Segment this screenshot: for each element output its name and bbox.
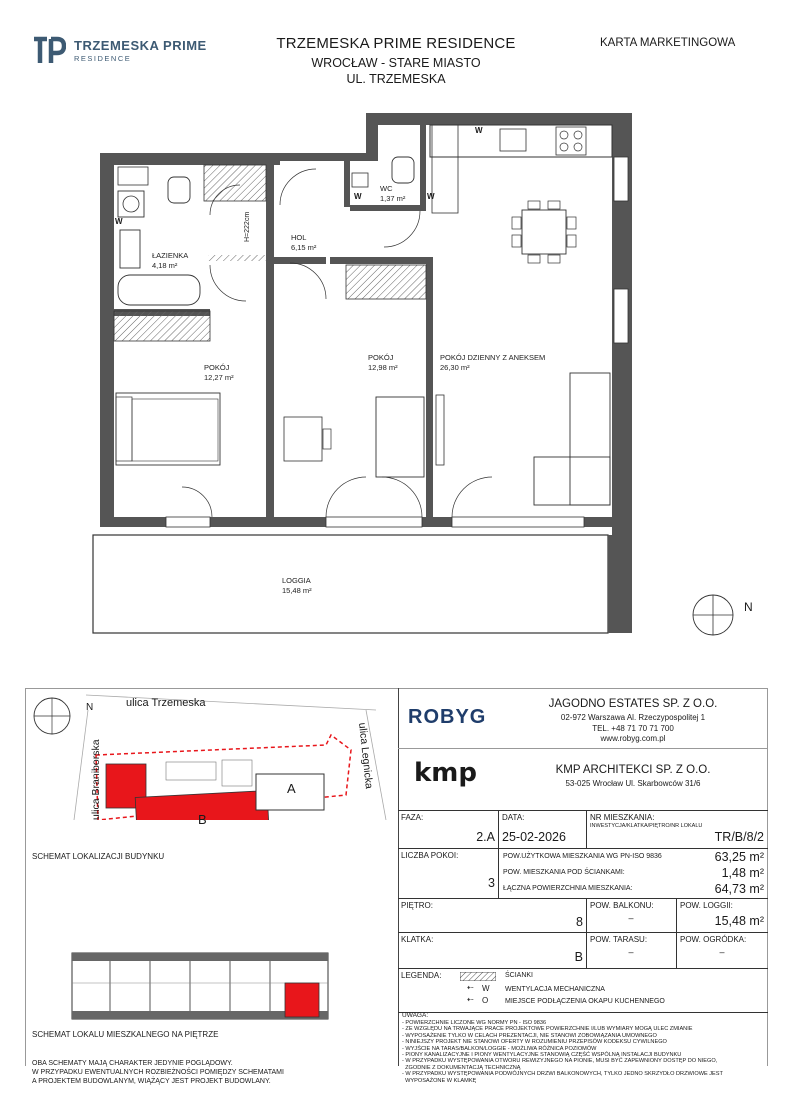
room-area-dzienny: 26,30 m² [440,363,470,372]
developer-web: www.robyg.com.pl [600,734,666,743]
ogrodek-value: – [719,947,725,957]
note-line: - W PRZYPADKU WYSTĘPOWANIA OTWORU REWIZYJNEGO NA PIONIE, MUSI BYĆ ZAPEWNIONY DOSTĘP DO NIEGO, [402,1058,718,1065]
developer-tel: TEL. +48 71 70 71 700 [592,724,674,733]
data-value: 25-02-2026 [502,830,566,844]
wall-wc-bottom [350,205,420,211]
card-label: KARTA MARKETINGOWA [600,37,736,49]
note-line: - WYPOSAŻENIE TYLKO W CELACH PREZENTACJI, NIE STANOWI ZOBOWIĄZANIA UMOWNEGO [402,1032,657,1039]
note-line: - WYJŚCIE NA TARAS/BALKON/LOGGIE - MOŻLIWA RÓŻNICA POZIOMÓW [402,1045,597,1052]
room-area-wc: 1,37 m² [380,194,406,203]
architect-name: KMP ARCHITEKCI SP. Z O.O. [555,764,711,776]
height-note: H=222cm [244,211,251,242]
vent-mark-3: W [427,192,435,201]
pow-uzytkowa-value: 63,25 m² [714,850,764,864]
developer-address: 02-972 Warszawa Al. Rzeczypospolitej 1 [560,713,706,722]
legend-label: LEGENDA: [401,971,442,980]
pow-uzytkowa-label: POW.UŻYTKOWA MIESZKANIA WG PN-ISO 9836 [503,853,662,860]
architect-address: 53-025 Wrocław Ul. Skarbowców 31/6 [565,779,701,788]
street-top: ulica Trzemeska [126,697,206,709]
pow-sciankami-value: 1,48 m² [721,866,764,880]
building-b-label: B [198,812,207,827]
loggia-floor [93,535,608,633]
loggia-value: 15,48 m² [714,914,764,928]
site-caption: SCHEMAT LOKALIZACJI BUDYNKU [32,852,165,861]
room-name-hol: HOL [291,233,307,242]
notes-title: UWAGA: [402,1012,429,1019]
disclaimer-2: W PRZYPADKU EWENTUALNYCH ROZBIEŻNOŚCI POMIĘDZY SCHEMATAMI [32,1069,284,1076]
room-area-lazienka: 4,18 m² [152,261,178,270]
developer-block [398,688,767,748]
wall-top-right [366,113,632,125]
nr-label: NR MIESZKANIA: [590,813,655,822]
balkon-value: – [628,913,634,923]
nr-value: TR/B/8/2 [714,830,764,844]
room-area-loggia: 15,48 m² [282,586,312,595]
pietro-value: 8 [576,915,583,929]
room-name-pokoj2: POKÓJ [368,353,394,362]
pietro-label: PIĘTRO: [401,901,434,910]
room-name-loggia: LOGGIA [282,576,311,585]
header-city: WROCŁAW - STARE MIASTO [311,56,481,70]
faza-label: FAZA: [401,813,424,822]
page-title: TRZEMESKA PRIME RESIDENCE [276,35,516,52]
faza-value: 2.A [476,830,495,844]
room-area-pokoj1: 12,27 m² [204,373,234,382]
architect-logo: kmp [414,758,477,788]
wall-top-left [100,153,280,165]
note-line: ZGODNIE Z DOKUMENTACJĄ TECHNICZNĄ [402,1064,521,1071]
pokoje-value: 3 [488,876,495,890]
brand-name: TRZEMESKA PRIME [74,38,207,53]
wall-wc [344,161,350,207]
balkon-label: POW. BALKONU: [590,901,654,910]
building-a-label: A [287,781,296,796]
note-line: - PIONY KANALIZACYJNE I PIONY WENTYLACYJNE STANOWIĄ CZĘŚĆ WSPÓLNĄ INSTALACJI BUDYNKU [402,1052,682,1059]
brand-sub: RESIDENCE [74,54,132,63]
ogrodek-label: POW. OGRÓDKA: [680,935,747,944]
wall-room2-top [330,257,426,264]
room-name-lazienka: ŁAZIENKA [152,251,189,260]
room-name-pokoj1: POKÓJ [204,363,230,372]
wall-room2-right [426,257,433,517]
loggia-label: POW. LOGGII: [680,901,733,910]
wall-left [100,153,114,523]
legend-arrow-icon-2: ⇠ [467,995,474,1004]
legend-walls: ŚCIANKI [505,972,534,979]
vent-mark-2: W [354,192,362,201]
street-left: ulica Braniborska [90,739,102,820]
pow-laczna-value: 64,73 m² [714,882,764,896]
legend-vent-mark: W [482,984,490,993]
pow-laczna-label: ŁĄCZNA POWIERZCHNIA MIESZKANIA: [503,885,633,892]
klatka-label: KLATKA: [401,935,434,944]
note-line: - POWIERZCHNIE LICZONE WG NORMY PN - ISO 9836 [402,1020,547,1026]
developer-logo: ROBYG [408,706,487,728]
wall-hol-bottom [274,257,326,264]
pow-sciankami-label: POW. MIESZKANIA POD ŚCIANKAMI: [503,869,625,876]
vent-mark-1: W [115,217,123,226]
legend-arrow-icon: ⇠ [467,983,474,992]
disclaimer-1: OBA SCHEMATY MAJĄ CHARAKTER JEDYNIE POGLĄDOWY. [32,1060,233,1067]
vent-mark-4: W [475,126,483,135]
taras-label: POW. TARASU: [590,935,648,944]
note-line: - W PRZYPADKU WYSTĘPOWANIA PODWÓJNYCH DRZWI BALKONOWYCH, TYLKO JEDNO SKRZYDŁO DRZWIOWE JEST [402,1071,723,1078]
architect-block [398,748,767,808]
north-label: N [744,600,753,614]
room-area-hol: 6,15 m² [291,243,317,252]
loggia-side-wall [608,535,632,633]
site-north-label: N [86,702,94,713]
legend-hatch-icon [460,972,496,981]
wall-top-mid [280,153,373,161]
wall-bath-hol [266,161,274,517]
floor-scheme-caption: SCHEMAT LOKALU MIESZKALNEGO NA PIĘTRZE [32,1030,219,1039]
floor-scheme [70,945,330,1025]
site-plan [26,690,396,820]
nr-sub: INWESTYCJA/KLATKA/PIĘTRO/NR LOKALU [590,823,703,829]
note-line: WYPOSAŻONE W KLAMKĘ [402,1077,477,1084]
header-street: UL. TRZEMESKA [346,72,446,86]
note-line: - NINIEJSZY PROJEKT NIE STANOWI OFERTY W ROZUMIENIU PRZEPISÓW KODEKSU CYWILNEGO [402,1039,667,1046]
street-right: ulica Legnicka [356,722,375,790]
data-label: DATA: [502,813,525,822]
developer-name: JAGODNO ESTATES SP. Z O.O. [548,698,718,710]
taras-value: – [628,947,634,957]
room-area-pokoj2: 12,98 m² [368,363,398,372]
legend-hood-mark: O [482,996,489,1005]
note-line: - ZE WZGLĘDU NA TRWAJĄCE PRACE PROJEKTOWE POWIERZCHNIE I/LUB WYMIARY MOGĄ ULEC ZMIANIE [402,1026,693,1033]
floor-plan [0,95,792,655]
legend-hood: MIEJSCE PODŁĄCZENIA OKAPU KUCHENNEGO [505,998,665,1005]
notes-list [402,1020,766,1084]
disclaimer-3: A PROJEKTEM BUDOWLANYM, WIĄŻĄCY JEST PROJEKT BUDOWLANY. [32,1078,271,1085]
room-name-wc: WC [380,184,393,193]
legend-vent: WENTYLACJA MECHANICZNA [505,986,605,993]
pokoje-label: LICZBA POKOI: [401,851,459,860]
klatka-value: B [574,950,583,964]
wall-kitchen-left [420,125,426,211]
room-name-dzienny: POKÓJ DZIENNY Z ANEKSEM [440,353,546,362]
